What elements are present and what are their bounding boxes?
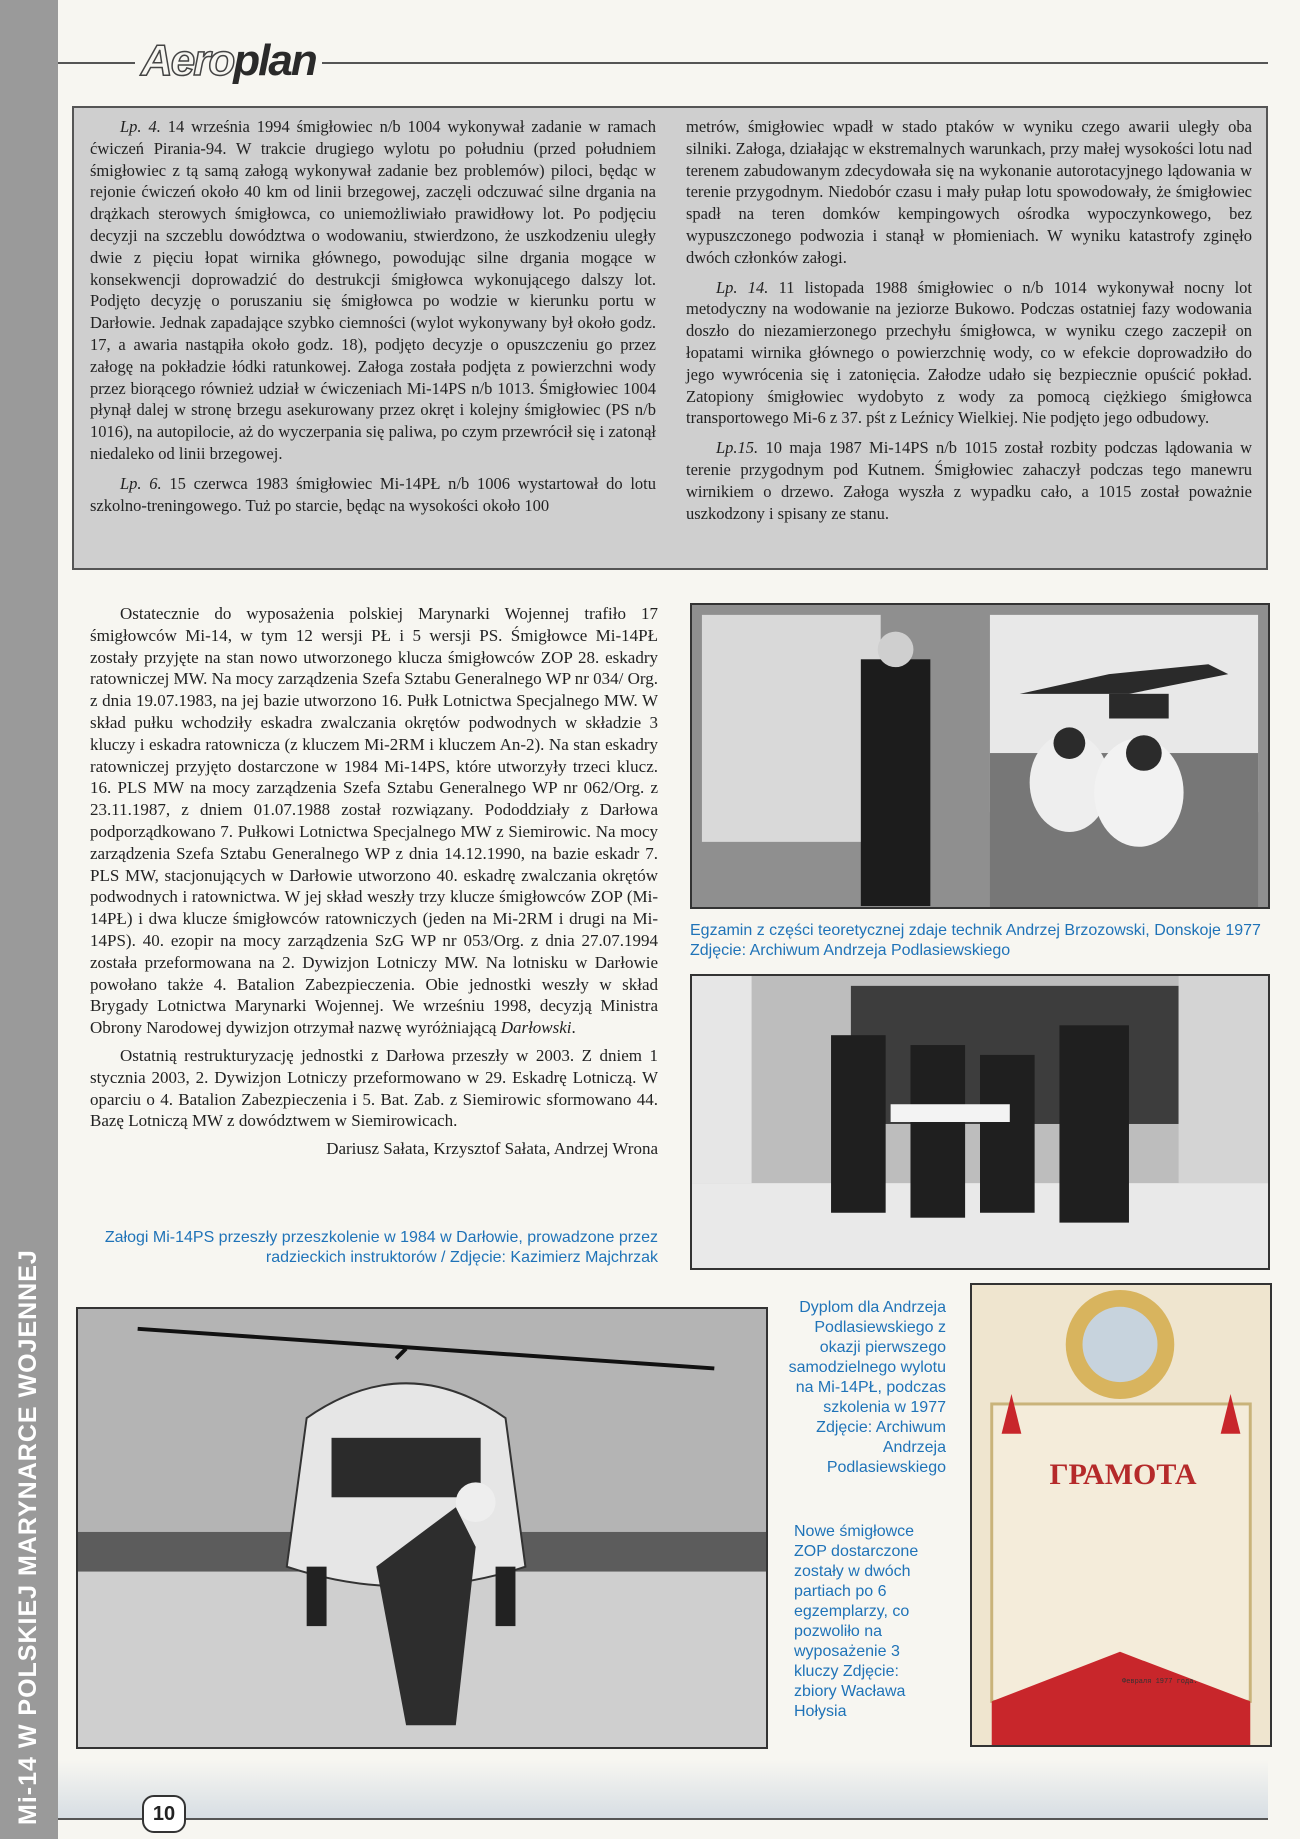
footer-band	[58, 1760, 1268, 1820]
photo-classroom	[690, 603, 1270, 909]
box-right-column	[686, 116, 1252, 532]
entry-label: Lp.15.	[716, 438, 759, 458]
entry-label: Lp. 14.	[716, 277, 769, 297]
entry-text: 11 listopada 1988 śmigłowiec o n/b 1014 wykonywał nocny lot metodyczny na wodowanie na jeziorze Bukowo. Podczas ostatniej fazy wodowania doszło do niezamierzonego przechyłu śmigłowca, w wyniku czego zaczepił on łopatami wirnika głównego o powierzchnię wody, co w efekcie doprowadziło do jego wywrócenia się i zatonięcia. Załodze udało się bezpiecznie opuścić pokład. Zatopiony śmigłowiec wydobyto z wody za pomocą ciężkiego śmigłowca transportowego Mi-6 z 37. pśt z Leźnicy Wielkiej. Nie podjęto jego odbudowy.	[686, 277, 1252, 428]
caption-diploma: Dyplom dla Andrzeja Podlasiewskiego z okazji pierwszego samodzielnego wylotu na Mi-14PŁ, podczas szkolenia w 1977 Zdjęcie: Archiwum Andrzeja Podlasiewskiego	[788, 1299, 946, 1476]
entry-text: 14 września 1994 śmigłowiec n/b 1004 wykonywał zadanie w ramach ćwiczeń Pirania-94. W trakcie drugiego wylotu po południu (przed południem śmigłowiec z tą samą załogą wykonywał zadanie bez problemów) piloci, będąc w rejonie ćwiczeń około 40 km od linii brzegowej, zaczęli odczuwać silne drgania na drążkach sterowych śmigłowca, co uniemożliwiało prawidłowy lot. Po podjęciu decyzji na szczeblu dowództwa o wodowaniu, stwierdzono, że uszkodzeniu uległy dwie z pięciu łopat wirnika głównego, powodując silne drgania mogące w konsekwencji doprowadzić do destrukcji śmigłowca wykonującego dalszy lot. Podjęto decyzję o poruszaniu się śmigłowca po wodzie w kierunku portu w Darłowie. Jednak zapadające szybko ciemności (wylot wykonywany był około godz. 17, a awaria nastąpiła około godz. 18), podjęto decyzje o opuszczeniu go przez załogę na pokładzie łódki ratunkowej. Załoga została podjęta z powierzchni wody przez biorącego również udział w ćwiczeniach Mi-14PS n/b 1013. Śmigłowiec 1004 płynął dalej w stronę brzegu asekurowany przez okręt i kolejny śmigłowiec (PS n/b 1016), na autopilocie, aż do wyczerpania się paliwa, po czym przewrócił się i zatonął niedaleko od linii brzegowej.	[90, 117, 657, 463]
caption-crews: Załogi Mi-14PS przeszły przeszkolenie w 1984 w Darłowie, prowadzone przez radzieckich instruktorów / Zdjęcie: Kazimierz Majchrzak	[104, 1229, 658, 1266]
photo-helicopter	[76, 1307, 768, 1749]
photo-crews	[690, 974, 1270, 1270]
box-paragraph	[686, 116, 1252, 269]
magazine-logo	[135, 38, 322, 84]
box-paragraph	[90, 116, 656, 465]
box-left-column	[90, 116, 656, 524]
article-paragraph	[90, 1045, 658, 1132]
diploma-date: Февраля 1977 года.	[1122, 1678, 1198, 1686]
box-paragraph	[90, 473, 656, 517]
box-paragraph	[686, 437, 1252, 524]
article-italic: Darłowski	[500, 1018, 572, 1038]
entry-text: 15 czerwca 1983 śmigłowiec Mi-14PŁ n/b 1006 wystartował do lotu szkolno-treningowego. Tuż po starcie, będąc na wysokości około 100	[90, 473, 656, 515]
box-paragraph	[686, 277, 1252, 430]
entry-label: Lp. 4.	[120, 117, 161, 136]
entry-text: metrów, śmigłowiec wpadł w stado ptaków w wyniku czego awarii uległy oba silniki. Załoga, działając w ekstremalnych warunkach, przy małej wysokości lotu nad terenem zabudowanym zdecydowała się na wykonanie autorotacyjnego lądowania w terenie przygodnym. Niedobór czasu i mały pułap lotu spowodowały, że śmigłowiec spadł na teren domków kempingowych ośrodka wypoczynkowego, bez wypuszczonego podwozia i stanął w płomieniach. W wyniku katastrofy zginęło dwóch członków załogi.	[686, 117, 1252, 267]
photo-diploma	[970, 1283, 1272, 1747]
article-text: Ostatnią restrukturyzację jednostki z Darłowa przeszły w 2003. Z dniem 1 stycznia 2003, 2. Dywizjon Lotniczy przeformowano w 29. Eskadrę Lotniczą. W oparciu o 4. Batalion Zabezpieczenia i 5. Bat. Zab. z Siemirowic sformowano 44. Bazę Lotniczą MW z dowództwem w Siemirowicach.	[90, 1045, 658, 1131]
footer-rule	[58, 1818, 1268, 1820]
incident-box	[72, 106, 1268, 570]
article-body	[90, 603, 658, 1160]
entry-label: Lp. 6.	[120, 473, 162, 493]
page-number: 10	[142, 1795, 186, 1833]
logo-part2: plan	[233, 36, 316, 85]
diploma-title: ГРАМОТА	[1049, 1458, 1197, 1491]
article-text: Ostatecznie do wyposażenia polskiej Marynarki Wojennej trafiło 17 śmigłowców Mi-14, w tym 12 wersji PŁ i 5 wersji PS. Śmigłowce Mi-14PŁ zostały przyjęte na stan nowo utworzonego klucza śmigłowców ZOP 28. eskadry ratowniczej MW. Na mocy zarządzenia Szefa Sztabu Generalnego WP nr 034/ Org. z dnia 19.07.1983, na jej bazie utworzono 16. Pułk Lotnictwa Specjalnego MW. W skład pułku wchodziły eskadra zwalczania okrętów podwodnych w składzie 3 kluczy i eskadra ratownicza (z kluczem Mi-2RM i kluczem An-2). Na stan eskadry ratowniczej przyjęto dostarczone w 1984 Mi-14PS, które utworzyły trzeci klucz. 16. PLS MW na mocy zarządzenia Szefa Sztabu Generalnego WP nr 062/Org. z 23.11.1987, z dniem 01.07.1988 został rozwiązany. Pododdziały z Darłowa podporządkowano 7. Pułkowi Lotnictwa Specjalnego MW z Siemirowic. Na mocy zarządzenia Szefa Sztabu Generalnego WP z dnia 14.12.1990, na bazie eskadr 7. PLS MW, stacjonujących w Darłowie utworzono 40. eskadrę zwalczania okrętów podwodnych i ratownictwa. W jej skład weszły trzy klucze śmigłowców ZOP (Mi-14PŁ) i dwa klucze śmigłowców ratowniczych (jeden na Mi-2RM i drugi na Mi-14PS). 40. ezopir na mocy zarządzenia SzG WP nr 053/Org. z dnia 27.07.1994 została przeformowana na 2. Dywizjon Lotniczy MW. Na lotnisku w Darłowie powołano także 4. Batalion Zabezpieczenia. Obie jednostki weszły w skład Brygady Lotnictwa Marynarki Wojennej. We wrześniu 1998, decyzją Ministra Obrony Narodowej dywizjon otrzymał nazwę wyróżniającą	[90, 604, 658, 1038]
sidebar-title: Mi-14 W POLSKIEJ MARYNARCE WOJENNEJ	[14, 1249, 42, 1825]
logo-part1: Aero	[141, 36, 234, 85]
caption-classroom: Egzamin z części teoretycznej zdaje technik Andrzej Brzozowski, Donskoje 1977 Zdjęcie: Archiwum Andrzeja Podlasiewskiego	[690, 922, 1261, 959]
article-paragraph	[90, 603, 658, 1039]
caption-helicopter: Nowe śmigłowce ZOP dostarczone zostały w dwóch partiach po 6 egzemplarzy, co pozwoliło na wyposażenie 3 kluczy Zdjęcie: zbiory Wacława Hołysia	[794, 1523, 919, 1720]
article-text-end: .	[571, 1018, 576, 1038]
article-authors: Dariusz Sałata, Krzysztof Sałata, Andrzej Wrona	[326, 1139, 658, 1159]
entry-text: 10 maja 1987 Mi-14PS n/b 1015 został rozbity podczas lądowania w terenie przygodnym pod Kutnem. Śmigłowiec zahaczył podczas tego manewru wirnikiem o drzewo. Załoga wyszła z wypadku cało, a 1015 został poważnie uszkodzony i spisany ze stanu.	[686, 438, 1253, 523]
